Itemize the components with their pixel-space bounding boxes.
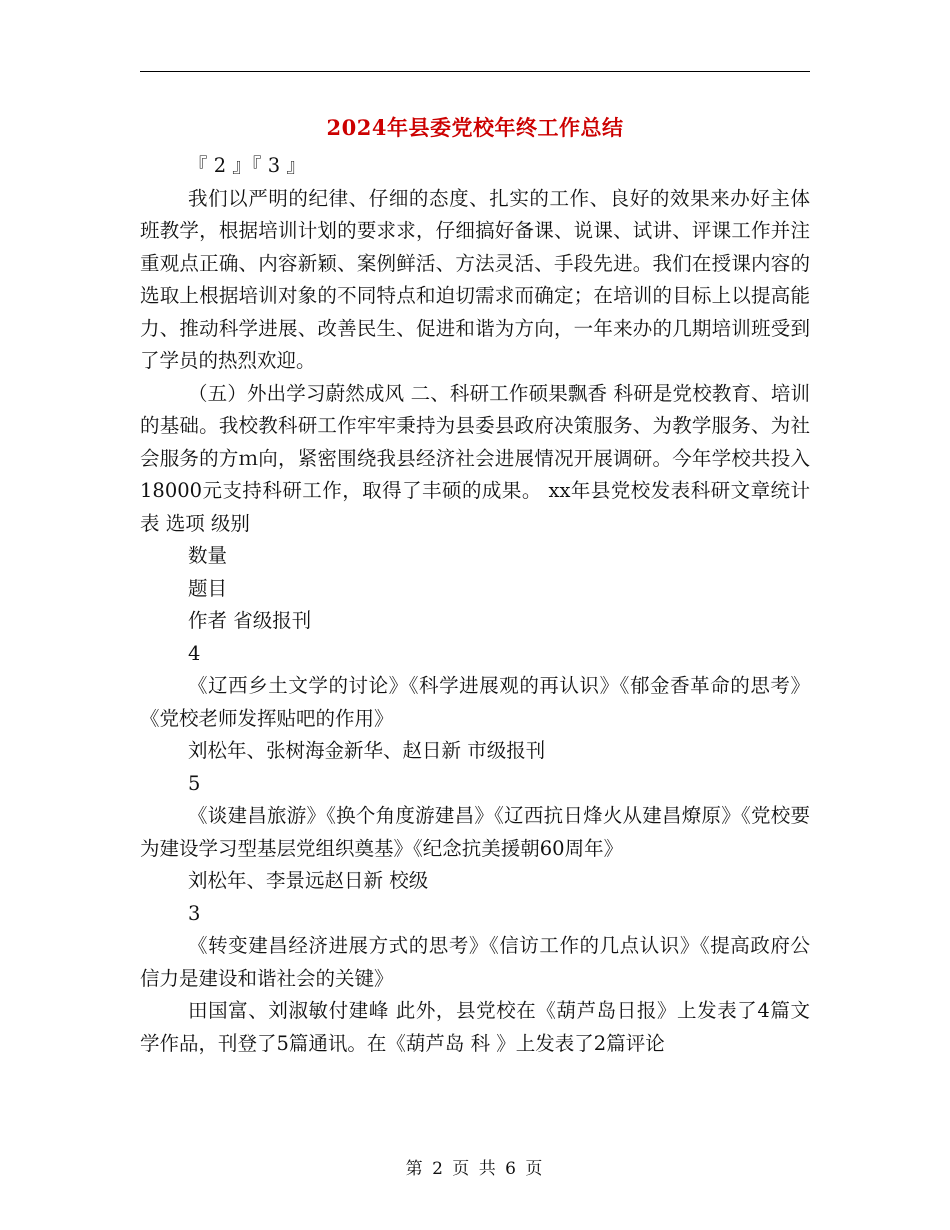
body-paragraph: （五）外出学习蔚然成风 二、科研工作硕果飘香 科研是党校教育、培训的基础。我校教科研工作牢牢秉持为县委县政府决策服务、为教学服务、为社会服务的方ｍ向，紧密围绕我县经济社会进展情况开展调研。今年学校共投入18000元支持科研工作，取得了丰硕的成果。 xx年县党校发表科研文章统计表 选项 级别 [140,381,810,535]
body-paragraph: 数量 [188,544,228,567]
body-paragraph: 《辽西乡土文学的讨论》《科学进展观的再认识》《郁金香革命的思考》《党校老师发挥贴吧的作用》 [140,674,810,730]
body-paragraph: 『 2 』『 3 』 [188,154,306,177]
body-paragraph: 我们以严明的纪律、仔细的态度、扎实的工作、良好的效果来办好主体班教学，根据培训计划的要求求，仔细搞好备课、说课、试讲、评课工作并注重观点正确、内容新颖、案例鲜活、方法灵活、手段先进。我们在授课内容的选取上根据培训对象的不同特点和迫切需求而确定；在培训的目标上以提高能力、推动科学进展、改善民生、促进和谐为方向，一年来办的几期培训班受到了学员的热烈欢迎。 [140,186,810,372]
body-paragraph: 刘松年、李景远赵日新 校级 [188,869,429,892]
header-rule [140,71,810,72]
body-paragraph: 田国富、刘淑敏付建峰 此外，县党校在《葫芦岛日报》上发表了4篇文学作品，刊登了5篇通讯。在《葫芦岛 科 》上发表了2篇评论 [140,999,810,1055]
body-paragraph: 3 [188,901,201,925]
body-paragraph: 《谈建昌旅游》《换个角度游建昌》《辽西抗日烽火从建昌燎原》《党校要为建设学习型基层党组织奠基》《纪念抗美援朝60周年》 [140,804,810,860]
body-paragraph: 刘松年、张树海金新华、赵日新 市级报刊 [188,739,546,762]
page-number: 第 2 页 共 6 页 [405,1159,545,1179]
body-paragraph: 4 [188,641,201,665]
body-paragraph: 题目 [188,576,228,600]
page-footer [140,1154,810,1179]
document-title: 2024年县委党校年终工作总结 [326,115,624,140]
body-paragraph: 《转变建昌经济进展方式的思考》《信访工作的几点认识》《提高政府公信力是建设和谐社会的关键》 [140,934,810,990]
document-body [140,150,810,1060]
body-paragraph: 作者 省级报刊 [188,609,312,632]
body-paragraph: 5 [188,771,201,795]
